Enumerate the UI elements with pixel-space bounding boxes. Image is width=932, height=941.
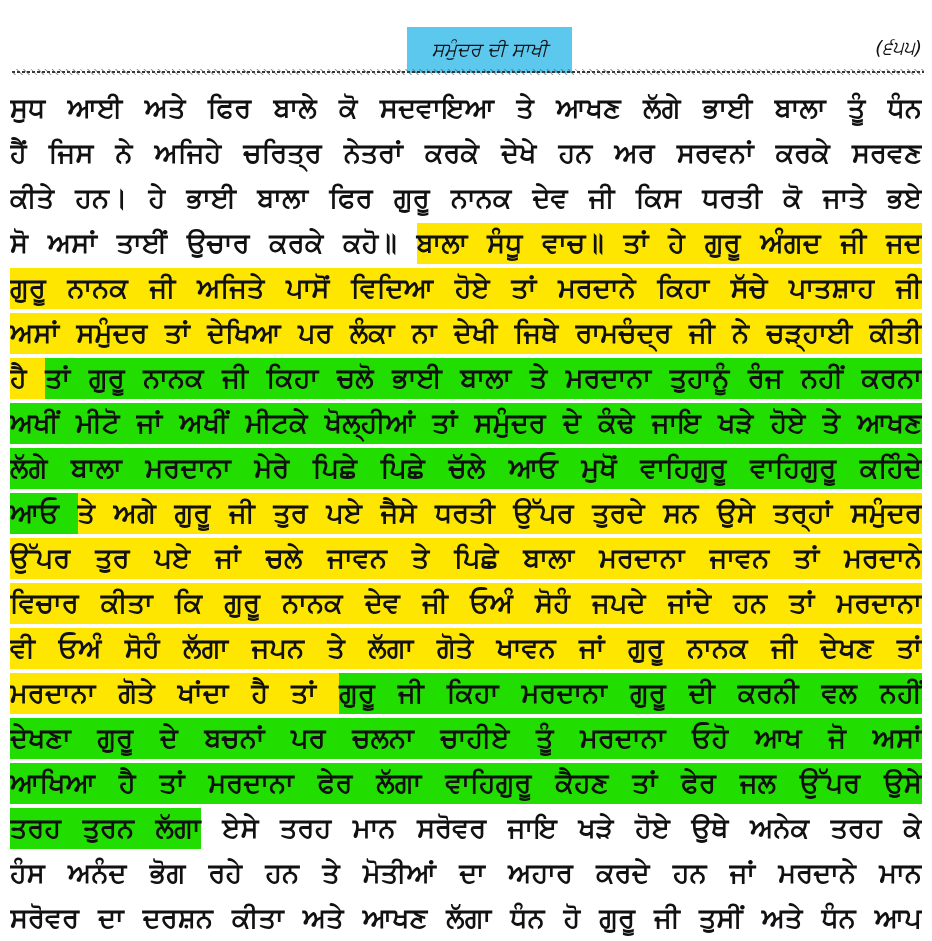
text-line <box>10 446 922 491</box>
text-line <box>10 266 922 311</box>
chapter-title: ਸਮੁੰਦਰ ਦੀ ਸਾਖੀ <box>407 27 572 73</box>
text-line <box>10 536 922 581</box>
text-line <box>10 176 922 221</box>
highlighted-segment-yellow: ਉੱਪਰ ਤੁਰ ਪਏ ਜਾਂ ਚਲੇ ਜਾਵਨ ਤੇ ਪਿਛੇ ਬਾਲਾ ਮਰਦਾਨਾ ਜਾਵਨ ਤਾਂ ਮਰਦਾਨੇ <box>10 538 922 579</box>
text-segment: ਸੋ ਅਸਾਂ ਤਾਈਂ ਉਚਾਰ ਕਰਕੇ ਕਹੋ॥ <box>10 228 417 259</box>
highlighted-segment-yellow: ਮਰਦਾਨਾ ਗੋਤੇ ਖਾਂਦਾ ਹੈ ਤਾਂ <box>10 673 339 714</box>
header-divider <box>12 69 924 75</box>
text-line <box>10 806 922 851</box>
highlighted-segment-green: ਤਾਂ ਗੁਰੂ ਨਾਨਕ ਜੀ ਕਿਹਾ ਚਲੋ ਭਾਈ ਬਾਲਾ ਤੇ ਮਰਦਾਨਾ ਤੁਹਾਨੂੰ ਰੰਜ ਨਹੀਂ ਕਰਨਾ <box>45 358 922 399</box>
text-line <box>10 626 922 671</box>
text-segment: ਹੈਂ ਜਿਸ ਨੇ ਅਜਿਹੇ ਚਰਿਤ੍ਰ ਨੇਤਰਾਂ ਕਰਕੇ ਦੇਖੇ ਹਨ ਅਰ ਸਰਵਨਾਂ ਕਰਕੇ ਸਰਵਣ <box>10 138 922 169</box>
highlighted-segment-green: ਦੇਖਣਾ ਗੁਰੂ ਦੇ ਬਚਨਾਂ ਪਰ ਚਲਨਾ ਚਾਹੀਏ ਤੂੰ ਮਰਦਾਨਾ ਓਹੋ ਆਖ ਜੋ ਅਸਾਂ <box>10 718 922 759</box>
highlighted-segment-yellow: ਅਸਾਂ ਸਮੁੰਦਰ ਤਾਂ ਦੇਖਿਆ ਪਰ ਲੰਕਾ ਨਾ ਦੇਖੀ ਜਿਥੇ ਰਾਮਚੰਦ੍ਰ ਜੀ ਨੇ ਚੜ੍ਹਾਈ ਕੀਤੀ <box>10 313 922 354</box>
text-line <box>10 761 922 806</box>
text-line <box>10 221 922 266</box>
text-segment: ਹੰਸ ਅਨੰਦ ਭੋਗ ਰਹੇ ਹਨ ਤੇ ਮੋਤੀਆਂ ਦਾ ਅਹਾਰ ਕਰਦੇ ਹਨ ਜਾਂ ਮਰਦਾਨੇ ਮਾਨ <box>10 858 922 889</box>
highlighted-segment-yellow: ਬਾਲਾ ਸੰਧੂ ਵਾਚ॥ ਤਾਂ ਹੇ ਗੁਰੂ ਅੰਗਦ ਜੀ ਜਦ <box>417 223 922 264</box>
text-line <box>10 851 922 896</box>
highlighted-segment-green: ਗੁਰੂ ਜੀ ਕਿਹਾ ਮਰਦਾਨਾ ਗੁਰੂ ਦੀ ਕਰਨੀ ਵਲ ਨਹੀਂ <box>339 673 922 714</box>
highlighted-segment-yellow: ਹੈ <box>10 358 45 399</box>
text-segment: ਸਰੋਵਰ ਦਾ ਦਰਸ਼ਨ ਕੀਤਾ ਅਤੇ ਆਖਣ ਲੱਗਾ ਧੰਨ ਹੋ ਗੁਰੂ ਜੀ ਤੁਸੀਂ ਅਤੇ ਧੰਨ ਆਪ <box>10 903 922 934</box>
text-segment: ਸੁਧ ਆਈ ਅਤੇ ਫਿਰ ਬਾਲੇ ਕੋ ਸਦਵਾਇਆ ਤੇ ਆਖਣ ਲੱਗੇ ਭਾਈ ਬਾਲਾ ਤੂੰ ਧੰਨ <box>10 93 922 124</box>
highlighted-segment-yellow: ਵਿਚਾਰ ਕੀਤਾ ਕਿ ਗੁਰੂ ਨਾਨਕ ਦੇਵ ਜੀ ਓਅੰ ਸੋਹੰ ਜਪਦੇ ਜਾਂਦੇ ਹਨ ਤਾਂ ਮਰਦਾਨਾ <box>10 583 922 624</box>
highlighted-segment-green: ਆਓ <box>10 493 78 534</box>
text-line <box>10 671 922 716</box>
text-line <box>10 491 922 536</box>
text-segment: ਏਸੇ ਤਰਹ ਮਾਨ ਸਰੋਵਰ ਜਾਇ ਖੜੇ ਹੋਏ ਉਥੇ ਅਨੇਕ ਤਰਹ ਕੇ <box>200 813 922 844</box>
highlighted-segment-green: ਲੱਗੇ ਬਾਲਾ ਮਰਦਾਨਾ ਮੇਰੇ ਪਿਛੇ ਪਿਛੇ ਚੱਲੇ ਆਓ ਮੁਖੋਂ ਵਾਹਿਗੁਰੂ ਵਾਹਿਗੁਰੂ ਕਹਿੰਦੇ <box>10 448 922 489</box>
highlighted-segment-green: ਅਖੀਂ ਮੀਟੋ ਜਾਂ ਅਖੀਂ ਮੀਟਕੇ ਖੋਲ੍ਹੀਆਂ ਤਾਂ ਸਮੁੰਦਰ ਦੇ ਕੰਢੇ ਜਾਇ ਖੜੇ ਹੋਏ ਤੇ ਆਖਣ <box>10 403 922 444</box>
text-segment: ਕੀਤੇ ਹਨ। ਹੇ ਭਾਈ ਬਾਲਾ ਫਿਰ ਗੁਰੂ ਨਾਨਕ ਦੇਵ ਜੀ ਕਿਸ ਧਰਤੀ ਕੋ ਜਾਤੇ ਭਏ <box>10 183 922 214</box>
text-line <box>10 401 922 446</box>
highlighted-segment-yellow: ਗੁਰੂ ਨਾਨਕ ਜੀ ਅਜਿਤੇ ਪਾਸੋਂ ਵਿਦਿਆ ਹੋਏ ਤਾਂ ਮਰਦਾਨੇ ਕਿਹਾ ਸੱਚੇ ਪਾਤਸ਼ਾਹ ਜੀ <box>10 268 922 309</box>
highlighted-segment-green: ਆਖਿਆ ਹੈ ਤਾਂ ਮਰਦਾਨਾ ਫੇਰ ਲੱਗਾ ਵਾਹਿਗੁਰੂ ਕੈਹਣ ਤਾਂ ਫੇਰ ਜਲ ਉੱਪਰ ਉਸੇ <box>10 763 922 804</box>
text-line <box>10 311 922 356</box>
highlighted-segment-green: ਤਰਹ ਤੁਰਨ ਲੱਗਾ <box>10 808 201 849</box>
highlighted-segment-yellow: ਤੇ ਅਗੇ ਗੁਰੂ ਜੀ ਤੁਰ ਪਏ ਜੈਸੇ ਧਰਤੀ ਉੱਪਰ ਤੁਰਦੇ ਸਨ ਉਸੇ ਤਰ੍ਹਾਂ ਸਮੁੰਦਰ <box>78 493 922 534</box>
text-line <box>10 356 922 401</box>
scripture-text <box>10 86 922 941</box>
text-line <box>10 86 922 131</box>
text-line <box>10 896 922 941</box>
text-line <box>10 716 922 761</box>
page-number: (੬੫੫) <box>875 37 922 59</box>
text-line <box>10 581 922 626</box>
highlighted-segment-yellow: ਵੀ ਓਅੰ ਸੋਹੰ ਲੱਗਾ ਜਪਨ ਤੇ ਲੱਗਾ ਗੋਤੇ ਖਾਵਨ ਜਾਂ ਗੁਰੂ ਨਾਨਕ ਜੀ ਦੇਖਣ ਤਾਂ <box>10 628 922 669</box>
page-header <box>0 0 932 80</box>
text-line <box>10 131 922 176</box>
